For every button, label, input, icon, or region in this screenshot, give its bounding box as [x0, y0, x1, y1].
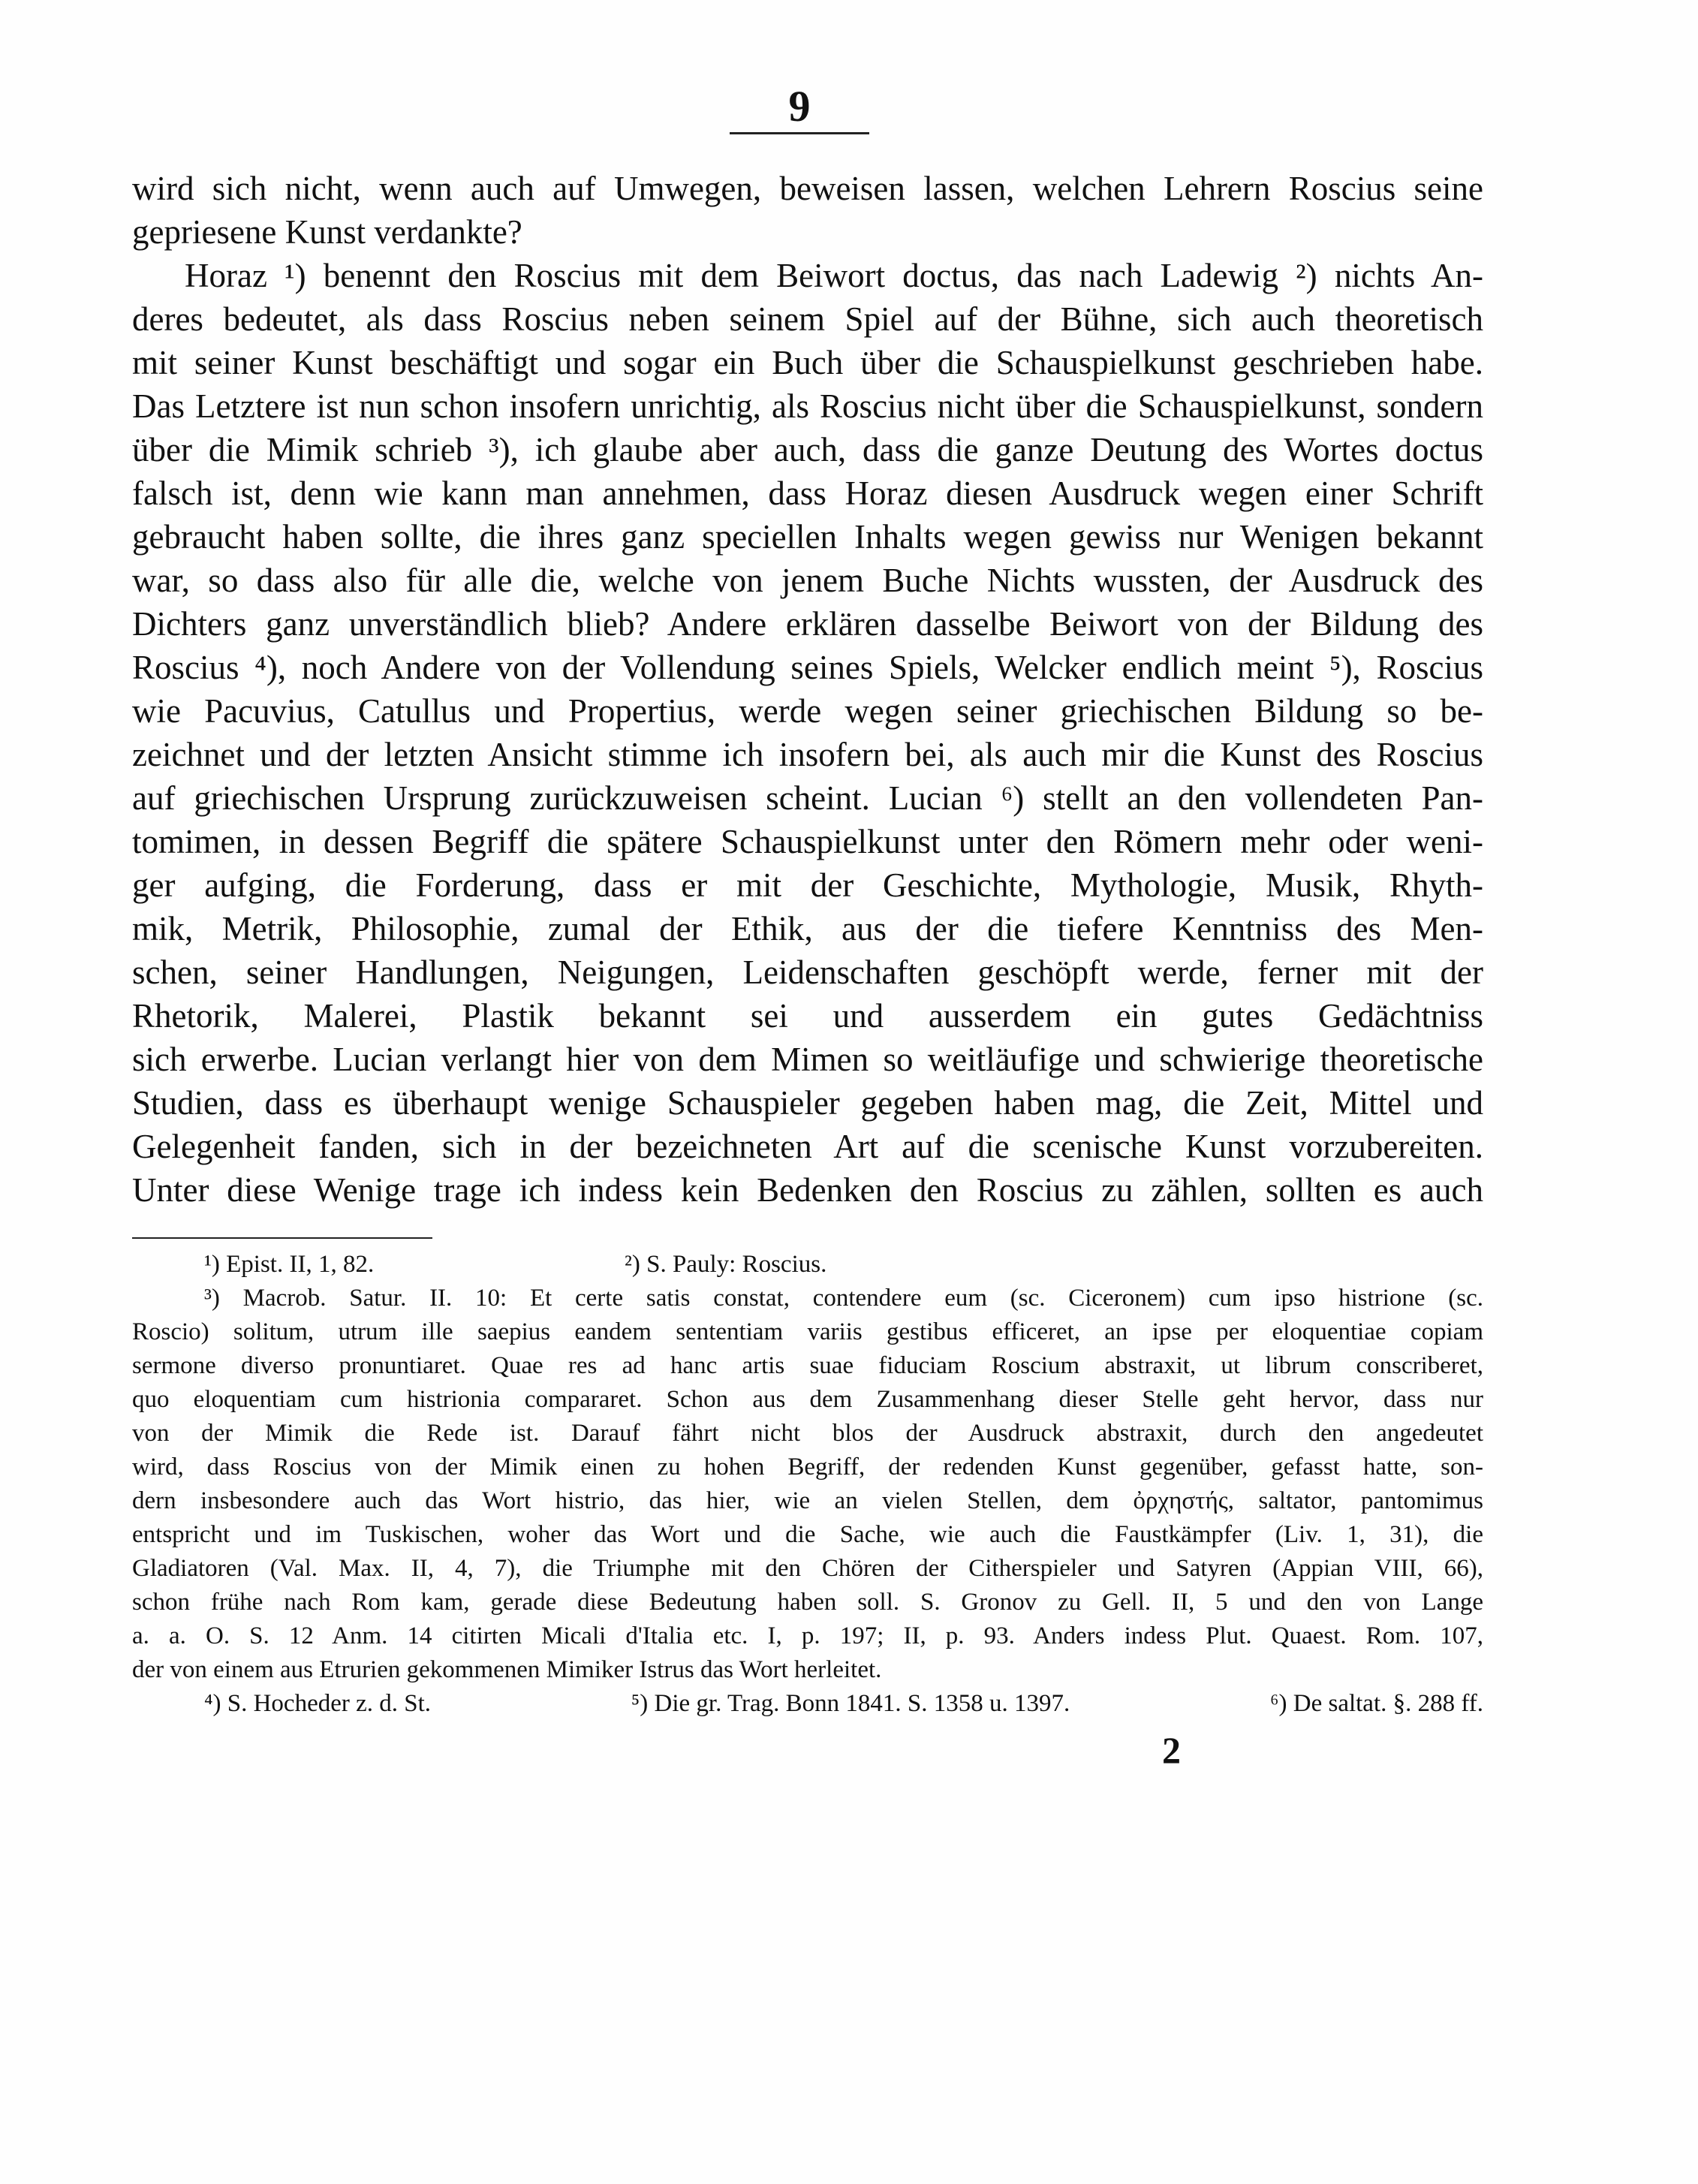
footnote-3-line: Roscio) solitum, utrum ille saepius eandem sententiam variis gestibus efficeret, an ipse per eloquentiae copiam	[132, 1318, 1483, 1345]
footnote-4: ⁴) S. Hocheder z. d. St.	[204, 1690, 432, 1717]
footnote-3-line: wird, dass Roscius von der Mimik einen zu hohen Begriff, der redenden Kunst gegenüber, gefasst hatte, son-	[132, 1453, 1483, 1481]
body-line: gebraucht haben sollte, die ihres ganz speciellen Inhalts wegen gewiss nur Wenigen bekannt	[132, 518, 1483, 556]
body-line: deres bedeutet, als dass Roscius neben seinem Spiel auf der Bühne, sich auch theoretisch	[132, 300, 1483, 338]
body-line: mit seiner Kunst beschäftigt und sogar ein Buch über die Schauspielkunst geschrieben habe.	[132, 344, 1483, 381]
body-line: Gelegenheit fanden, sich in der bezeichneten Art auf die scenische Kunst vorzubereiten.	[132, 1128, 1483, 1165]
body-line: schen, seiner Handlungen, Neigungen, Leidenschaften geschöpft werde, ferner mit der	[132, 953, 1483, 991]
footnote-rule	[132, 1237, 432, 1239]
footnote-6: ⁶) De saltat. §. 288 ff.	[1270, 1690, 1483, 1717]
body-line: Unter diese Wenige trage ich indess kein Bedenken den Roscius zu zählen, sollten es auch	[132, 1171, 1483, 1209]
body-line: über die Mimik schrieb ³), ich glaube aber auch, dass die ganze Deutung des Wortes doctus	[132, 431, 1483, 468]
body-line: Rhetorik, Malerei, Plastik bekannt sei und ausserdem ein gutes Gedächtniss	[132, 997, 1483, 1035]
footnote-row	[132, 1687, 1483, 1721]
page-number: 9	[788, 82, 811, 131]
body-line: Studien, dass es überhaupt wenige Schauspieler gegeben haben mag, die Zeit, Mittel und	[132, 1084, 1483, 1122]
body-line: Das Letztere ist nun schon insofern unrichtig, als Roscius nicht über die Schauspielkunst, sondern	[132, 387, 1483, 425]
footnote-3-line: Gladiatoren (Val. Max. II, 4, 7), die Triumphe mit den Chören der Citherspieler und Satyren (Appian VIII, 66),	[132, 1555, 1483, 1582]
footnote-2: ²) S. Pauly: Roscius.	[625, 1251, 827, 1278]
footnote-3-line: von der Mimik die Rede ist. Darauf fährt nicht blos der Ausdruck abstraxit, durch den angedeutet	[132, 1420, 1483, 1447]
body-line: Horaz ¹) benennt den Roscius mit dem Beiwort doctus, das nach Ladewig ²) nichts An-	[185, 257, 1483, 294]
body-line: auf griechischen Ursprung zurückzuweisen scheint. Lucian ⁶) stellt an den vollendeten Pan-	[132, 779, 1483, 817]
footnote-3-line: sermone diverso pronuntiaret. Quae res ad hanc artis suae fiduciam Roscium abstraxit, ut librum conscriberet,	[132, 1352, 1483, 1379]
footnotes	[132, 1248, 1483, 1721]
body-line: wird sich nicht, wenn auch auf Umwegen, beweisen lassen, welchen Lehrern Roscius seine	[132, 170, 1483, 207]
body-line: zeichnet und der letzten Ansicht stimme ich insofern bei, als auch mir die Kunst des Roscius	[132, 736, 1483, 773]
footnote-3-line: a. a. O. S. 12 Anm. 14 citirten Micali d'Italia etc. I, p. 197; II, p. 93. Anders indess Plut. Quaest. Rom. 107,	[132, 1622, 1483, 1649]
body-line: sich erwerbe. Lucian verlangt hier von dem Mimen so weitläufige und schwierige theoretische	[132, 1041, 1483, 1078]
body-line: gepriesene Kunst verdankte?	[132, 213, 522, 251]
body-line: war, so dass also für alle die, welche von jenem Buche Nichts wussten, der Ausdruck des	[132, 562, 1483, 599]
body-line: tomimen, in dessen Begriff die spätere Schauspielkunst unter den Römern mehr oder weni-	[132, 823, 1483, 860]
body-line: Dichters ganz unverständlich blieb? Andere erklären dasselbe Beiwort von der Bildung des	[132, 605, 1483, 643]
body-line: mik, Metrik, Philosophie, zumal der Ethik, aus der die tiefere Kenntniss des Men-	[132, 910, 1483, 947]
footnote-3-line: schon frühe nach Rom kam, gerade diese Bedeutung haben soll. S. Gronov zu Gell. II, 5 und den von Lange	[132, 1589, 1483, 1616]
footnote-3-line: dern insbesondere auch das Wort histrio, das hier, wie an vielen Stellen, dem ὀρχηστής, saltator, pantomimus	[132, 1487, 1483, 1514]
footnote-5: ⁵) Die gr. Trag. Bonn 1841. S. 1358 u. 1397.	[631, 1690, 1070, 1717]
body-line: Roscius ⁴), noch Andere von der Vollendung seines Spiels, Welcker endlich meint ⁵), Roscius	[132, 649, 1483, 686]
footnote-3-line: der von einem aus Etrurien gekommenen Mimiker Istrus das Wort herleitet.	[132, 1656, 882, 1683]
body-line: ger aufging, die Forderung, dass er mit der Geschichte, Mythologie, Musik, Rhyth-	[132, 866, 1483, 904]
footnote-3-line: entspricht und im Tuskischen, woher das Wort und die Sache, wie auch die Faustkämpfer (Liv. 1, 31), die	[132, 1521, 1483, 1548]
page-number-rule	[730, 132, 869, 134]
footnote-3-line: ³) Macrob. Satur. II. 10: Et certe satis constat, contendere eum (sc. Ciceronem) cum ipso histrione (sc.	[204, 1285, 1483, 1312]
body-line: wie Pacuvius, Catullus und Propertius, werde wegen seiner griechischen Bildung so be-	[132, 692, 1483, 730]
body-line: falsch ist, denn wie kann man annehmen, dass Horaz diesen Ausdruck wegen einer Schrift	[132, 474, 1483, 512]
footnote-row	[132, 1248, 1483, 1282]
body-text	[132, 167, 1483, 1212]
footnote-3-line: quo eloquentiam cum histrionia compararet. Schon aus dem Zusammenhang dieser Stelle geht hervor, dass nur	[132, 1386, 1483, 1413]
sheet-signature: 2	[1162, 1729, 1181, 1771]
footnote-1: ¹) Epist. II, 1, 82.	[204, 1251, 375, 1278]
